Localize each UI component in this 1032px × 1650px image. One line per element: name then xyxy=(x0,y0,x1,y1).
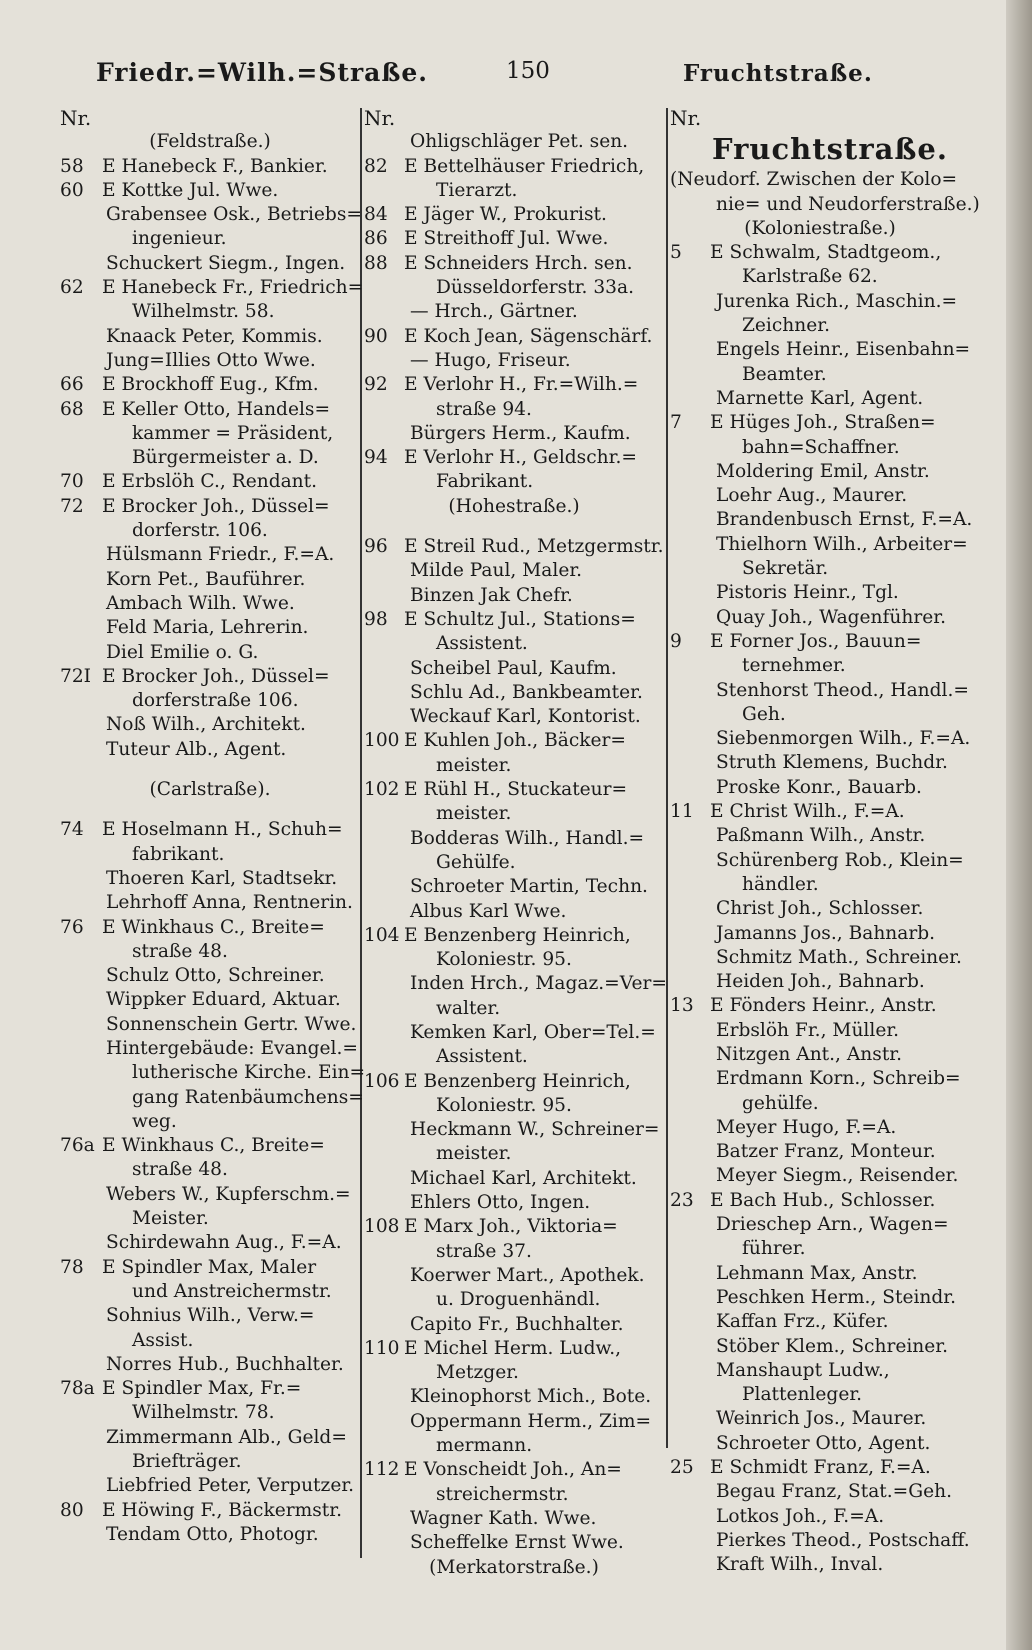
directory-entry: Noß Wilh., Architekt. xyxy=(106,714,306,736)
directory-entry xyxy=(364,252,664,276)
directory-entry: Düsseldorferstr. 33a. xyxy=(436,277,635,299)
directory-entry: Capito Fr., Buchhalter. xyxy=(410,1313,624,1335)
house-number: 70 xyxy=(60,471,84,493)
directory-entry: straße 37. xyxy=(436,1240,532,1262)
entry-text: E Hanebeck Fr., Friedrich= xyxy=(102,277,364,299)
directory-entry: bahn=Schaffner. xyxy=(742,436,900,458)
directory-entry: Paßmann Wilh., Anstr. xyxy=(716,825,926,847)
entry-text: E Spindler Max, Maler xyxy=(102,1256,317,1278)
directory-entry: Begau Franz, Stat.=Geh. xyxy=(716,1481,953,1503)
directory-entry: Stöber Klem., Schreiner. xyxy=(716,1335,949,1357)
directory-entry: Stenhorst Theod., Handl.= xyxy=(716,679,969,701)
directory-entry: Hintergebäude: Evangel.= xyxy=(106,1037,358,1059)
page-number: 150 xyxy=(506,58,550,84)
directory-entry: lutherische Kirche. Ein= xyxy=(132,1062,366,1084)
entry-text: E Benzenberg Heinrich, xyxy=(404,924,631,946)
directory-entry xyxy=(364,778,664,802)
directory-entry: Schirdewahn Aug., F.=A. xyxy=(106,1232,342,1254)
directory-entry: Grabensee Osk., Betriebs= xyxy=(106,204,362,226)
house-number: 82 xyxy=(364,155,388,177)
directory-entry: Fabrikant. xyxy=(436,471,534,493)
directory-entry: Weinrich Jos., Maurer. xyxy=(716,1408,927,1430)
directory-entry: Koloniestr. 95. xyxy=(436,949,572,971)
directory-entry xyxy=(60,665,360,689)
house-number: 92 xyxy=(364,374,388,396)
header-left-street: Friedr.=Wilh.=Straße. xyxy=(96,58,428,87)
directory-entry xyxy=(364,1337,664,1361)
entry-text: E Schultz Jul., Stations= xyxy=(404,608,636,630)
directory-entry xyxy=(60,1256,360,1280)
directory-entry: Quay Joh., Wagenführer. xyxy=(716,606,947,628)
house-number: 78a xyxy=(60,1378,95,1400)
directory-entry xyxy=(60,916,360,940)
directory-entry xyxy=(670,1189,970,1213)
column-2 xyxy=(364,106,667,1580)
house-number: 68 xyxy=(60,398,84,420)
entry-text: E Bettelhäuser Friedrich, xyxy=(404,155,645,177)
directory-entry: Schulz Otto, Schreiner. xyxy=(106,965,325,987)
house-number: 11 xyxy=(670,801,694,823)
directory-entry: Albus Karl Wwe. xyxy=(410,900,567,922)
directory-entry: Pierkes Theod., Postschaff. xyxy=(716,1529,970,1551)
directory-entry: Brandenbusch Ernst, F.=A. xyxy=(716,509,973,531)
section-heading: (Koloniestraße.) xyxy=(744,217,896,239)
directory-entry xyxy=(364,608,664,632)
entry-text: E Brocker Joh., Düssel= xyxy=(102,665,330,687)
entry-text: E Christ Wilh., F.=A. xyxy=(710,801,905,823)
directory-entry: Assistent. xyxy=(436,1046,528,1068)
house-number: 108 xyxy=(364,1216,400,1238)
directory-entry: Karlstraße 62. xyxy=(742,266,878,288)
directory-entry: Tierarzt. xyxy=(436,179,518,201)
entry-text: E Schneiders Hrch. sen. xyxy=(404,252,633,274)
house-number: 7 xyxy=(670,412,682,434)
directory-entry: Drieschер Arn., Wagen= xyxy=(716,1214,949,1236)
directory-entry: walter. xyxy=(436,997,501,1019)
directory-entry: Nitzgen Ant., Anstr. xyxy=(716,1043,903,1065)
spacer xyxy=(60,762,360,778)
directory-entry xyxy=(60,398,360,422)
directory-entry: Heckmann W., Schreiner= xyxy=(410,1119,660,1141)
directory-entry: führer. xyxy=(742,1238,806,1260)
entry-text: E Fönders Heinr., Anstr. xyxy=(710,995,937,1017)
entry-text: E Verlohr H., Geldschr.= xyxy=(404,447,637,469)
directory-entry: fabrikant. xyxy=(132,843,225,865)
entry-text: E Keller Otto, Handels= xyxy=(102,398,331,420)
directory-entry xyxy=(670,1456,970,1480)
directory-entry: Inden Hrch., Magaz.=Ver= xyxy=(410,973,667,995)
directory-entry: Proske Konr., Bauarb. xyxy=(716,776,922,798)
entry-text: E Kottke Jul. Wwe. xyxy=(102,179,279,201)
directory-entry: Wilhelmstr. 78. xyxy=(132,1402,275,1424)
directory-entry: nie= und Neudorferstraße.) xyxy=(716,193,980,215)
directory-entry: Moldering Emil, Anstr. xyxy=(716,460,930,482)
directory-entry: Jung=Illies Otto Wwe. xyxy=(106,349,316,371)
directory-entry: Schroeter Otto, Agent. xyxy=(716,1432,931,1454)
directory-entry: Meister. xyxy=(132,1208,209,1230)
house-number: 80 xyxy=(60,1499,84,1521)
section-heading: (Merkatorstraße.) xyxy=(429,1556,599,1578)
house-number: 72I xyxy=(60,665,92,687)
directory-entry: — Hugo, Friseur. xyxy=(410,349,571,371)
directory-entry: Wagner Kath. Wwe. xyxy=(410,1507,597,1529)
entry-text: E Schwalm, Stadtgeom., xyxy=(710,242,942,264)
directory-entry: Zimmermann Alb., Geld= xyxy=(106,1426,347,1448)
directory-entry: Tendam Otto, Photogr. xyxy=(106,1523,319,1545)
house-number: 96 xyxy=(364,536,388,558)
section-heading: (Hohestraße.) xyxy=(448,495,580,517)
house-number: 90 xyxy=(364,325,388,347)
directory-entry: Lehrhoff Anna, Rentnerin. xyxy=(106,892,353,914)
directory-entry xyxy=(60,495,360,519)
directory-entry: Sohnius Wilh., Verw.= xyxy=(106,1305,315,1327)
spacer xyxy=(60,802,360,818)
directory-entry: Jurenka Rich., Maschin.= xyxy=(716,290,958,312)
directory-entry xyxy=(670,800,970,824)
directory-entry: Christ Joh., Schlosser. xyxy=(716,898,924,920)
directory-entry: Kleinophorst Mich., Bote. xyxy=(410,1386,652,1408)
directory-entry: Norres Hub., Buchhalter. xyxy=(106,1353,344,1375)
directory-entry xyxy=(60,1377,360,1401)
directory-entry xyxy=(60,155,360,179)
directory-entry xyxy=(670,630,970,654)
directory-entry: Thielhorn Wilh., Arbeiter= xyxy=(716,533,968,555)
entry-text: E Erbslöh C., Rendant. xyxy=(102,471,318,493)
directory-entry: Geh. xyxy=(742,703,786,725)
column-nr-label: Nr. xyxy=(60,106,92,130)
directory-entry: Scheibel Paul, Kaufm. xyxy=(410,657,617,679)
header-right-street: Fruchtstraße. xyxy=(683,60,873,87)
directory-entry: Scheffelke Ernst Wwe. xyxy=(410,1532,624,1554)
house-number: 5 xyxy=(670,242,682,264)
house-number: 58 xyxy=(60,155,84,177)
house-number: 62 xyxy=(60,277,84,299)
spacer xyxy=(364,519,664,535)
page-edge xyxy=(1006,0,1032,1650)
directory-entry: und Anstreichermstr. xyxy=(132,1280,332,1302)
directory-entry: gehülfe. xyxy=(742,1092,819,1114)
house-number: 94 xyxy=(364,447,388,469)
house-number: 13 xyxy=(670,995,694,1017)
entry-text: E Brockhoff Eug., Kfm. xyxy=(102,374,319,396)
directory-entry: straße 48. xyxy=(132,940,228,962)
directory-entry: Sonnenschein Gertr. Wwe. xyxy=(106,1013,357,1035)
directory-entry: Lotkos Joh., F.=A. xyxy=(716,1505,885,1527)
entry-text: E Winkhaus C., Breite= xyxy=(102,1135,325,1157)
directory-entry: Binzen Jak Chefr. xyxy=(410,584,573,606)
directory-entry: Schroeter Martin, Techn. xyxy=(410,876,648,898)
directory-entry: Plattenleger. xyxy=(742,1384,863,1406)
directory-entry: (Neudorf. Zwischen der Kolo= xyxy=(670,169,958,191)
directory-entry: Metzger. xyxy=(436,1362,519,1384)
house-number: 25 xyxy=(670,1457,694,1479)
directory-entry: straße 94. xyxy=(436,398,532,420)
entry-text: E Brocker Joh., Düssel= xyxy=(102,495,330,517)
directory-entry: Briefträger. xyxy=(132,1451,242,1473)
directory-entry: Ehlers Otto, Ingen. xyxy=(410,1192,591,1214)
directory-entry xyxy=(364,203,664,227)
house-number: 9 xyxy=(670,630,682,652)
directory-entry: Assist. xyxy=(132,1329,194,1351)
directory-entry: Tuteur Alb., Agent. xyxy=(106,738,287,760)
entry-text: E Hüges Joh., Straßen= xyxy=(710,412,936,434)
directory-entry xyxy=(364,1215,664,1239)
directory-entry: Bürgers Herm., Kaufm. xyxy=(410,422,631,444)
directory-entry: Assistent. xyxy=(436,633,528,655)
entry-text: E Vonscheidt Joh., An= xyxy=(404,1459,622,1481)
entry-text: E Schmidt Franz, F.=A. xyxy=(710,1457,931,1479)
directory-entry: Bodderas Wilh., Handl.= xyxy=(410,827,645,849)
directory-entry: Oppermann Herm., Zim= xyxy=(410,1410,652,1432)
directory-entry: Zeichner. xyxy=(742,315,830,337)
directory-entry: dorferstr. 106. xyxy=(132,520,268,542)
directory-entry: Koerwer Mart., Apothek. xyxy=(410,1264,645,1286)
directory-entry: Beamter. xyxy=(742,363,827,385)
directory-entry: Ohligschläger Pet. sen. xyxy=(410,131,629,153)
directory-entry: Meyer Siegm., Reisender. xyxy=(716,1165,959,1187)
directory-entry: Schmitz Math., Schreiner. xyxy=(716,946,962,968)
directory-entry xyxy=(364,1458,664,1482)
directory-entry: Hülsmann Friedr., F.=A. xyxy=(106,544,335,566)
directory-entry: Liebfried Peter, Verputzer. xyxy=(106,1475,355,1497)
directory-entry: Weckauf Karl, Kontorist. xyxy=(410,706,641,728)
directory-entry xyxy=(364,446,664,470)
directory-entry xyxy=(364,924,664,948)
directory-entry: Wippker Eduard, Aktuar. xyxy=(106,989,341,1011)
directory-entry: händler. xyxy=(742,873,819,895)
directory-entry: meister. xyxy=(436,1143,512,1165)
directory-entry: u. Droguenhändl. xyxy=(436,1289,601,1311)
directory-entry: Schlu Ad., Bankbeamter. xyxy=(410,681,643,703)
house-number: 76 xyxy=(60,916,84,938)
directory-entry xyxy=(670,411,970,435)
directory-entry: Heiden Joh., Bahnarb. xyxy=(716,971,925,993)
directory-entry: Pistoris Heinr., Tgl. xyxy=(716,582,899,604)
house-number: 102 xyxy=(364,779,400,801)
directory-entry xyxy=(364,155,664,179)
directory-entry: Diel Emilie o. G. xyxy=(106,641,259,663)
house-number: 106 xyxy=(364,1070,400,1092)
column-nr-label: Nr. xyxy=(364,106,396,130)
directory-entry xyxy=(60,470,360,494)
directory-entry: Engels Heinr., Eisenbahn= xyxy=(716,339,971,361)
house-number: 23 xyxy=(670,1189,694,1211)
page-header xyxy=(0,58,1032,98)
directory-entry: Koloniestr. 95. xyxy=(436,1094,572,1116)
entry-text: E Winkhaus C., Breite= xyxy=(102,916,325,938)
directory-entry: Sekretär. xyxy=(742,558,829,580)
entry-text: E Michel Herm. Ludw., xyxy=(404,1337,622,1359)
directory-entry: ternehmer. xyxy=(742,655,846,677)
directory-entry xyxy=(364,535,664,559)
directory-entry: mermann. xyxy=(436,1435,533,1457)
directory-entry: Gehülfe. xyxy=(436,851,516,873)
directory-entry: Marnette Karl, Agent. xyxy=(716,387,924,409)
directory-entry: Struth Klemens, Buchdr. xyxy=(716,752,948,774)
directory-entry: Siebenmorgen Wilh., F.=A. xyxy=(716,728,971,750)
directory-entry xyxy=(60,1499,360,1523)
house-number: 78 xyxy=(60,1256,84,1278)
directory-entry: Michael Karl, Architekt. xyxy=(410,1167,637,1189)
directory-entry: Knaack Peter, Kommis. xyxy=(106,325,323,347)
directory-entry: Feld Maria, Lehrerin. xyxy=(106,617,309,639)
entry-text: E Streithoff Jul. Wwe. xyxy=(404,228,609,250)
directory-entry: Bürgermeister a. D. xyxy=(132,447,319,469)
house-number: 104 xyxy=(364,924,400,946)
directory-entry: Kaffan Frz., Küfer. xyxy=(716,1311,889,1333)
entry-text: E Hanebeck F., Bankier. xyxy=(102,155,328,177)
directory-entry: Kraft Wilh., Inval. xyxy=(716,1554,884,1576)
directory-entry: Peschken Herm., Steindr. xyxy=(716,1286,957,1308)
directory-entry xyxy=(670,994,970,1018)
directory-entry: Batzer Franz, Monteur. xyxy=(716,1141,936,1163)
entry-text: E Verlohr H., Fr.=Wilh.= xyxy=(404,374,639,396)
directory-entry: Kemken Karl, Ober=Tel.= xyxy=(410,1021,656,1043)
house-number: 74 xyxy=(60,819,84,841)
directory-entry xyxy=(60,276,364,300)
directory-entry: Korn Pet., Bauführer. xyxy=(106,568,306,590)
directory-entry: Lehmann Max, Anstr. xyxy=(716,1262,918,1284)
entry-text: E Kuhlen Joh., Bäcker= xyxy=(404,730,627,752)
directory-entry: Erdmann Korn., Schreib= xyxy=(716,1068,961,1090)
directory-entry: dorferstraße 106. xyxy=(132,690,299,712)
house-number: 98 xyxy=(364,608,388,630)
entry-text: E Koch Jean, Sägenschärf. xyxy=(404,325,653,347)
directory-entry xyxy=(670,241,970,265)
directory-entry xyxy=(60,373,360,397)
house-number: 112 xyxy=(364,1459,400,1481)
entry-text: E Jäger W., Prokurist. xyxy=(404,204,607,226)
directory-entry: Wilhelmstr. 58. xyxy=(132,301,275,323)
house-number: 84 xyxy=(364,204,388,226)
house-number: 60 xyxy=(60,179,84,201)
directory-entry: Erbslöh Fr., Müller. xyxy=(716,1019,900,1041)
directory-entry: Webers W., Kupferschm.= xyxy=(106,1183,351,1205)
entry-text: E Streil Rud., Metzgermstr. xyxy=(404,536,664,558)
street-title: Fruchtstraße. xyxy=(712,132,948,167)
directory-entry: ingenieur. xyxy=(132,228,227,250)
house-number: 88 xyxy=(364,252,388,274)
entry-text: E Benzenberg Heinrich, xyxy=(404,1070,631,1092)
entry-text: E Marx Joh., Viktoria= xyxy=(404,1216,618,1238)
directory-entry: weg. xyxy=(132,1110,177,1132)
directory-entry: gang Ratenbäumchens= xyxy=(132,1086,364,1108)
directory-entry: — Hrch., Gärtner. xyxy=(410,301,578,323)
directory-entry: streichermstr. xyxy=(436,1483,569,1505)
directory-entry: meister. xyxy=(436,754,512,776)
directory-entry: Schürenberg Rob., Klein= xyxy=(716,849,964,871)
entry-text: E Hoselmann H., Schuh= xyxy=(102,819,343,841)
section-heading: (Carlstraße). xyxy=(149,779,271,801)
house-number: 110 xyxy=(364,1337,400,1359)
section-heading: (Feldstraße.) xyxy=(149,131,271,153)
entry-text: E Rühl H., Stuckateur= xyxy=(404,779,628,801)
directory-entry xyxy=(60,1134,360,1158)
house-number: 100 xyxy=(364,730,400,752)
directory-entry xyxy=(60,179,360,203)
directory-entry: Jamanns Jos., Bahnarb. xyxy=(716,922,936,944)
directory-entry xyxy=(60,818,360,842)
entry-text: E Bach Hub., Schlosser. xyxy=(710,1189,936,1211)
column-divider-1 xyxy=(360,108,362,1558)
house-number: 86 xyxy=(364,228,388,250)
directory-entry xyxy=(364,227,664,251)
column-3 xyxy=(670,106,980,1578)
column-divider-2 xyxy=(666,108,668,1448)
directory-entry: kammer = Präsident, xyxy=(132,422,334,444)
directory-entry xyxy=(364,729,664,753)
directory-entry: Thoeren Karl, Stadtsekr. xyxy=(106,867,338,889)
column-nr-label: Nr. xyxy=(670,106,702,130)
entry-text: E Spindler Max, Fr.= xyxy=(102,1378,302,1400)
entry-text: E Forner Jos., Bauun= xyxy=(710,630,922,652)
entry-text: E Höwing F., Bäckermstr. xyxy=(102,1499,343,1521)
column-1 xyxy=(60,106,366,1547)
house-number: 72 xyxy=(60,495,84,517)
directory-entry: Ambach Wilh. Wwe. xyxy=(106,592,295,614)
directory-entry xyxy=(364,373,664,397)
directory-entry: Schuckert Siegm., Ingen. xyxy=(106,252,346,274)
directory-entry xyxy=(364,1070,664,1094)
directory-entry: Manshaupt Ludw., xyxy=(716,1359,890,1381)
house-number: 76a xyxy=(60,1135,95,1157)
directory-entry xyxy=(364,325,664,349)
directory-entry: Loehr Aug., Maurer. xyxy=(716,485,908,507)
house-number: 66 xyxy=(60,374,84,396)
directory-entry: straße 48. xyxy=(132,1159,228,1181)
directory-entry: meister. xyxy=(436,803,512,825)
directory-entry: Meyer Hugo, F.=A. xyxy=(716,1116,897,1138)
directory-entry: Milde Paul, Maler. xyxy=(410,560,583,582)
